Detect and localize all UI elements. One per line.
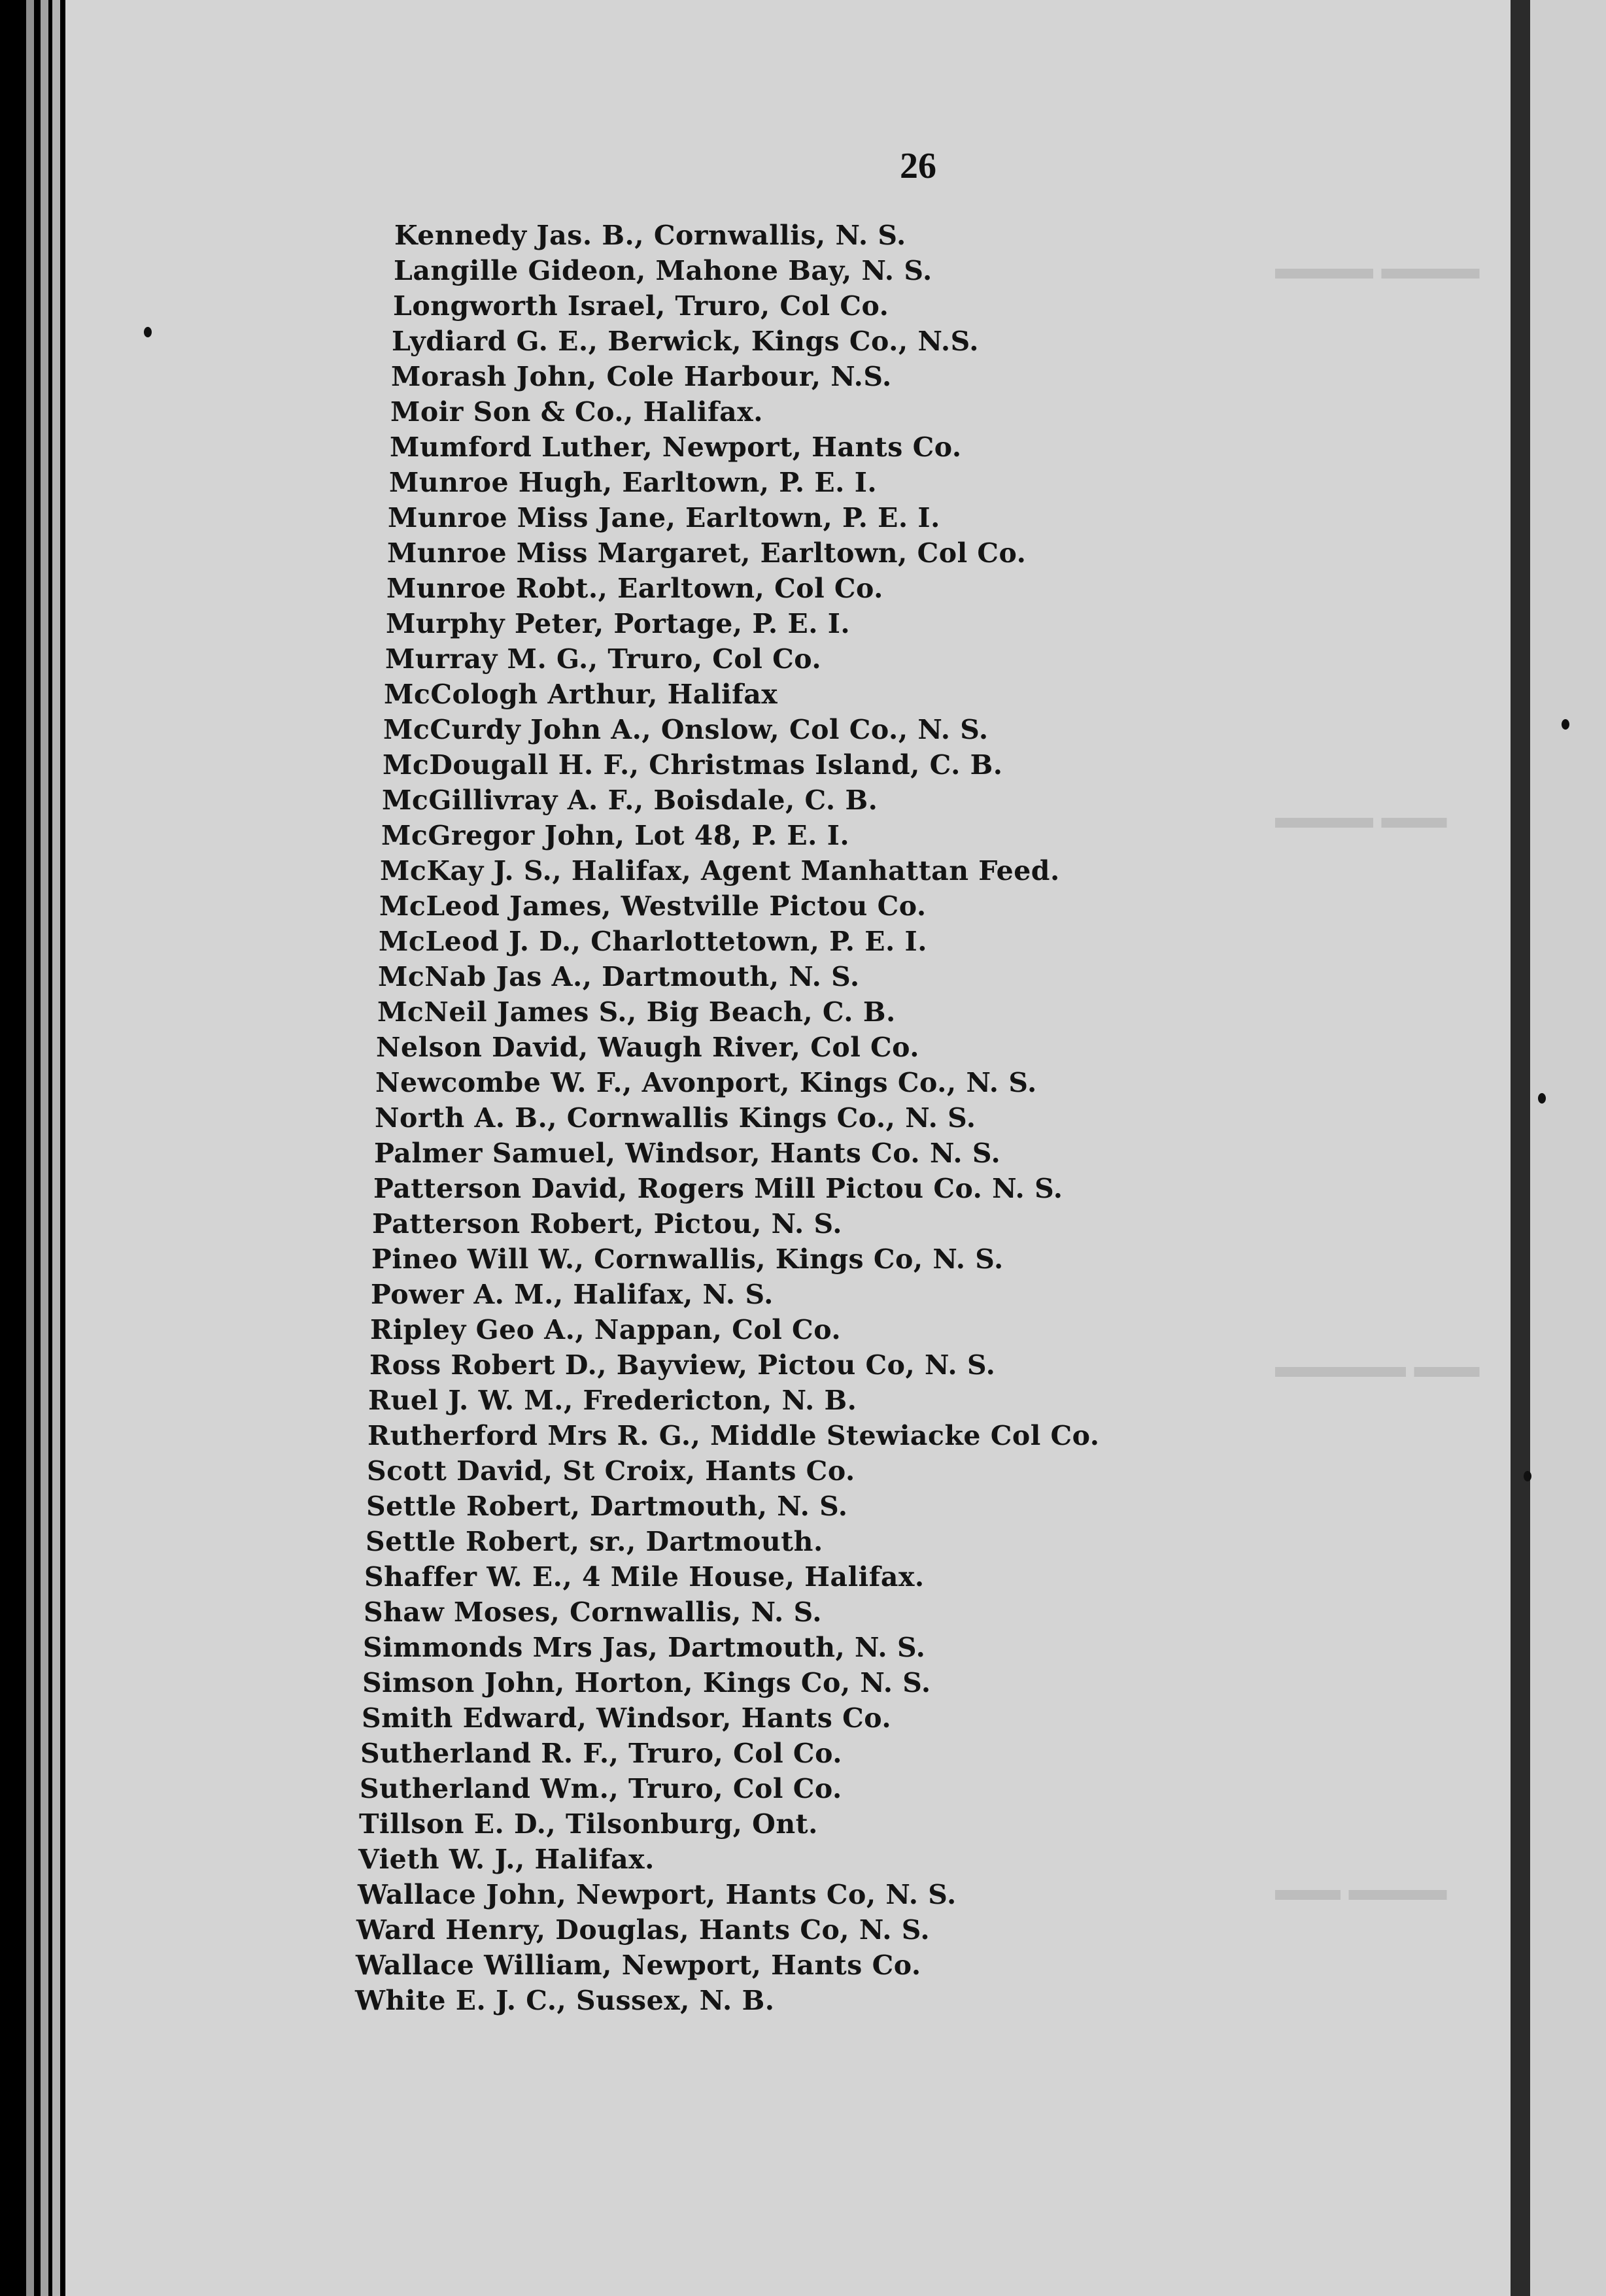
list-item: Munroe Miss Margaret, Earltown, Col Co. bbox=[387, 537, 1027, 569]
list-item: Wallace William, Newport, Hants Co. bbox=[356, 1950, 921, 1981]
list-item: McDougall H. F., Christmas Island, C. B. bbox=[383, 749, 1003, 781]
list-item: Simmonds Mrs Jas, Dartmouth, N. S. bbox=[363, 1632, 926, 1663]
list-item: McCurdy John A., Onslow, Col Co., N. S. bbox=[383, 714, 989, 745]
list-item: Langille Gideon, Mahone Bay, N. S. bbox=[394, 255, 932, 286]
list-item: McCologh Arthur, Halifax bbox=[384, 679, 778, 710]
list-item: Lydiard G. E., Berwick, Kings Co., N.S. bbox=[392, 326, 980, 357]
list-item: Morash John, Cole Harbour, N.S. bbox=[391, 361, 892, 392]
show-through-text: ▬▬ ▬▬▬ bbox=[1275, 1870, 1447, 1907]
list-item: Murray M. G., Truro, Col Co. bbox=[385, 643, 822, 675]
list-item: Mumford Luther, Newport, Hants Co. bbox=[390, 431, 962, 463]
list-item: White E. J. C., Sussex, N. B. bbox=[355, 1985, 775, 2016]
list-item: Settle Robert, Dartmouth, N. S. bbox=[366, 1491, 848, 1522]
list-item: Kennedy Jas. B., Cornwallis, N. S. bbox=[394, 220, 906, 251]
list-item: Ross Robert D., Bayview, Pictou Co, N. S. bbox=[369, 1349, 996, 1381]
list-item: Sutherland R. F., Truro, Col Co. bbox=[360, 1738, 842, 1769]
list-item: Smith Edward, Windsor, Hants Co. bbox=[362, 1702, 892, 1734]
list-item: Rutherford Mrs R. G., Middle Stewiacke Col Co. bbox=[367, 1420, 1100, 1451]
list-item: Munroe Miss Jane, Earltown, P. E. I. bbox=[388, 502, 940, 533]
list-item: Palmer Samuel, Windsor, Hants Co. N. S. bbox=[374, 1138, 1001, 1169]
list-item: Tillson E. D., Tilsonburg, Ont. bbox=[359, 1808, 818, 1840]
show-through-text: ▬▬▬▬ ▬▬ bbox=[1275, 1347, 1480, 1384]
list-item: Vieth W. J., Halifax. bbox=[358, 1844, 655, 1875]
page-edge bbox=[26, 0, 34, 2296]
list-item: Shaw Moses, Cornwallis, N. S. bbox=[364, 1596, 823, 1628]
list-item: McLeod James, Westville Pictou Co. bbox=[379, 890, 927, 922]
list-item: Newcombe W. F., Avonport, Kings Co., N. S. bbox=[375, 1067, 1037, 1098]
page-edge bbox=[41, 0, 48, 2296]
list-item: Scott David, St Croix, Hants Co. bbox=[367, 1455, 855, 1487]
facing-page-edge bbox=[1530, 0, 1606, 2296]
list-item: Wallace John, Newport, Hants Co, N. S. bbox=[358, 1879, 957, 1910]
list-item: Shaffer W. E., 4 Mile House, Halifax. bbox=[364, 1561, 925, 1593]
list-item: Moir Son & Co., Halifax. bbox=[390, 396, 763, 428]
list-item: Patterson Robert, Pictou, N. S. bbox=[372, 1208, 842, 1240]
list-item: Nelson David, Waugh River, Col Co. bbox=[376, 1032, 920, 1063]
list-item: Ward Henry, Douglas, Hants Co, N. S. bbox=[356, 1914, 931, 1946]
list-item: Ruel J. W. M., Fredericton, N. B. bbox=[368, 1385, 857, 1416]
list-item: Power A. M., Halifax, N. S. bbox=[371, 1279, 774, 1310]
list-item: Longworth Israel, Truro, Col Co. bbox=[393, 290, 889, 322]
list-item: McGillivray A. F., Boisdale, C. B. bbox=[382, 785, 878, 816]
list-item: Settle Robert, sr., Dartmouth. bbox=[366, 1526, 823, 1557]
list-item: McNab Jas A., Dartmouth, N. S. bbox=[378, 961, 860, 992]
list-item: Patterson David, Rogers Mill Pictou Co. N. S. bbox=[373, 1173, 1063, 1204]
show-through-text: ▬▬▬ ▬▬▬ bbox=[1275, 249, 1480, 286]
list-item: Murphy Peter, Portage, P. E. I. bbox=[386, 608, 851, 639]
list-item: Ripley Geo A., Nappan, Col Co. bbox=[370, 1314, 842, 1345]
show-through-text: ▬▬▬ ▬▬ bbox=[1275, 798, 1447, 835]
list-item: McGregor John, Lot 48, P. E. I. bbox=[381, 820, 850, 851]
page-edge bbox=[52, 0, 60, 2296]
binding-mark bbox=[1524, 1471, 1531, 1481]
binding-mark bbox=[1562, 719, 1569, 730]
binding-mark bbox=[1538, 1093, 1546, 1104]
list-item: Munroe Robt., Earltown, Col Co. bbox=[386, 573, 883, 604]
list-item: McLeod J. D., Charlottetown, P. E. I. bbox=[379, 926, 928, 957]
list-item: Pineo Will W., Cornwallis, Kings Co, N. S. bbox=[371, 1243, 1004, 1275]
page-number: 26 bbox=[900, 146, 936, 186]
list-item: McKay J. S., Halifax, Agent Manhattan Feed. bbox=[380, 855, 1060, 886]
list-item: Munroe Hugh, Earltown, P. E. I. bbox=[389, 467, 878, 498]
list-item: Simson John, Horton, Kings Co, N. S. bbox=[362, 1667, 931, 1698]
list-item: North A. B., Cornwallis Kings Co., N. S. bbox=[375, 1102, 976, 1134]
list-item: McNeil James S., Big Beach, C. B. bbox=[377, 996, 896, 1028]
book-spine bbox=[1511, 0, 1530, 2296]
ink-dot bbox=[144, 327, 152, 337]
list-item: Sutherland Wm., Truro, Col Co. bbox=[360, 1773, 842, 1804]
